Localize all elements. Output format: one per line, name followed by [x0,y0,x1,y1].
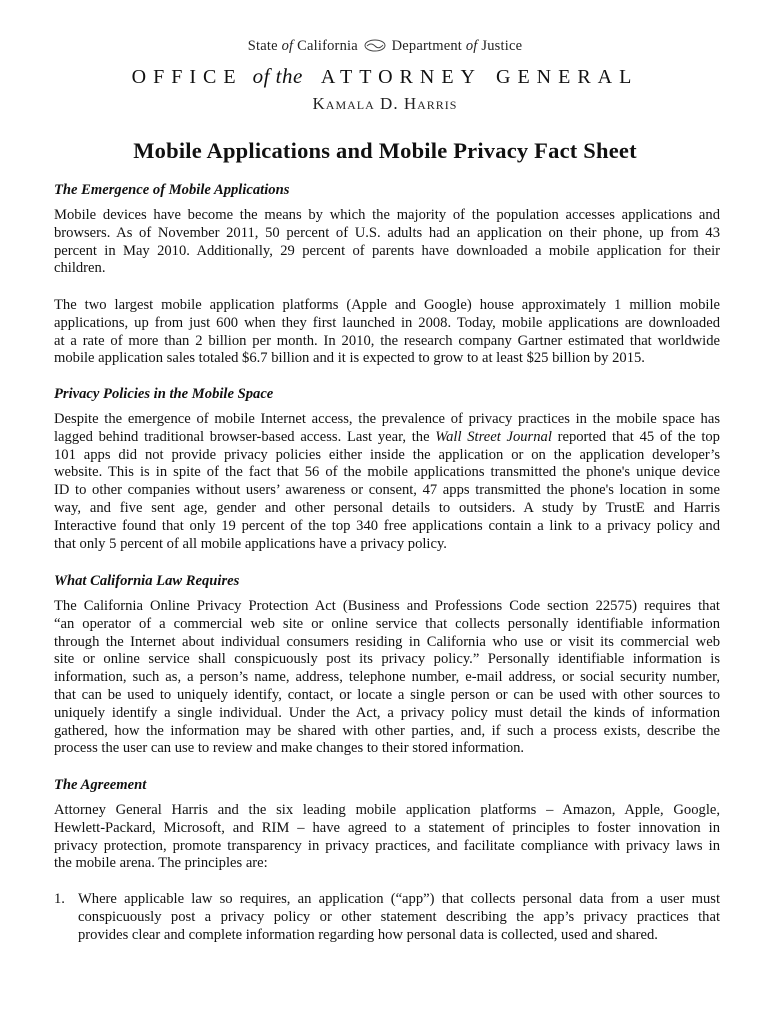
letterhead-department: Department [391,38,463,54]
paragraph-line: information, such as, a person’s name, address, telephone number, e-mail address, or social security number, [54,669,720,686]
paragraph-line: ID to other companies without users’ awareness or consent, 47 apps transmitted the phone's location in some [54,482,720,499]
letterhead-state: State [247,38,278,54]
paragraph-line: that only 5 percent of all mobile applications have a privacy policy. [54,535,447,552]
paragraph-line: Hewlett-Packard, Microsoft, and RIM – have agreed to a statement of principles to foster innovation in [54,819,720,836]
paragraph-agreement [54,802,720,873]
paragraph-emergence-1 [54,207,720,278]
list-item-line: provides clear and complete information regarding how personal data is collected, used and shared. [78,926,658,943]
letterhead-of-2: of [465,38,478,54]
letterhead-california: California [297,38,358,54]
paragraph-line: “an operator of a commercial web site or online service that collects personally identifiable information [54,615,720,632]
paragraph-line: site or online service shall conspicuously post its privacy policy.” Personally identifiable information is [54,651,720,668]
publication-title: Wall Street Journal [435,428,552,445]
paragraph-text: lagged behind traditional browser-based access. Last year, the [54,428,430,445]
paragraph-california-law [54,598,720,758]
letterhead-department-line [0,38,770,55]
letterhead-office: office [131,58,243,90]
letterhead-of: of [281,38,294,54]
letterhead-attorney: attorney [320,58,482,90]
paragraph-line: privacy protection, promote transparency in privacy practices, and facilitate compliance with privacy laws in [54,837,720,854]
letterhead-name: Kamala D. Harris [312,94,458,113]
paragraph-emergence-2 [54,297,720,368]
letterhead-office-line [0,58,770,91]
paragraph-line: percent in May 2010. Additionally, 29 percent of parents have downloaded a mobile application for their [54,242,720,259]
paragraph-line: process the user can use to review and make changes to their stored information. [54,740,525,757]
seal-ornament-icon [364,39,386,52]
letterhead-general: general [496,58,639,90]
paragraph-line: way, and five sent age, gender and other personal details to outsiders. A study by TrustE and Harris [54,499,720,516]
section-heading-privacy-policies: Privacy Policies in the Mobile Space [54,386,274,402]
paragraph-line: applications, up from just 600 when they first launched in 2008. Today, mobile applications are downloaded [54,314,720,331]
paragraph-line: gathered, how the information may be shared with other parties, and, if such a process exists, describe the [54,722,720,739]
paragraph-line: mobile application sales totaled $6.7 billion and it is expected to grow to at least $25 billion by 2015. [54,350,645,367]
section-heading-california-law: What California Law Requires [54,573,240,589]
paragraph-text: reported that 45 of the top [557,428,720,445]
paragraph-line: Mobile devices have become the means by which the majority of the population accesses applications and [54,207,720,223]
paragraph-line: the mobile arena. The principles are: [54,855,268,872]
paragraph-line: Attorney General Harris and the six leading mobile application platforms – Amazon, Apple, Google, [54,802,720,818]
letterhead-justice: Justice [481,38,523,54]
paragraph-line: The two largest mobile application platforms (Apple and Google) house approximately 1 million mobile [54,297,720,313]
paragraph-line: at a rate of more than 2 billion per month. In 2010, the research company Gartner estimated that worldwide [54,332,720,349]
page-title: Mobile Applications and Mobile Privacy Fact Sheet [133,138,637,163]
paragraph-line: children. [54,260,106,277]
paragraph-line: Despite the emergence of mobile Internet access, the prevalence of privacy practices in the mobile space has [54,411,720,427]
paragraph-line: browsers. As of November 2011, 50 percent of U.S. adults had an application on their phone, up from 43 [54,224,720,241]
paragraph-privacy-policies [54,411,720,553]
list-item [78,891,720,944]
paragraph-line: that can be used to uniquely identify, contact, or locate a single person or can be used with other sources to [54,686,720,703]
list-item-line: Where applicable law so requires, an application (“app”) that collects personal data from a user must [78,891,720,907]
paragraph-line: Interactive found that only 19 percent of the top 340 free applications contain a link to a privacy policy and [54,517,720,534]
paragraph-line: through the Internet about individual consumers residing in California who use or visit its commercial web [54,633,720,650]
paragraph-line: website. This is in spite of the fact that 56 of the mobile applications transmitted the phone's unique device [54,464,720,481]
paragraph-line: The California Online Privacy Protection Act (Business and Professions Code section 22575) requires that [54,598,720,614]
letterhead-of-the: of the [252,64,303,88]
section-heading-emergence: The Emergence of Mobile Applications [54,182,290,198]
paragraph-line: 101 apps did not provide privacy policies either inside the application or on the application developer’s [54,446,720,463]
paragraph-line-with-citation [54,429,720,447]
list-item-number: 1. [54,891,65,907]
list-item-line: conspicuously post a privacy policy or other statement describing the app’s privacy practices that [78,908,720,925]
paragraph-line: uniquely identify a single individual. Under the Act, a privacy policy must detail the kinds of information [54,704,720,721]
section-heading-agreement: The Agreement [54,777,147,793]
